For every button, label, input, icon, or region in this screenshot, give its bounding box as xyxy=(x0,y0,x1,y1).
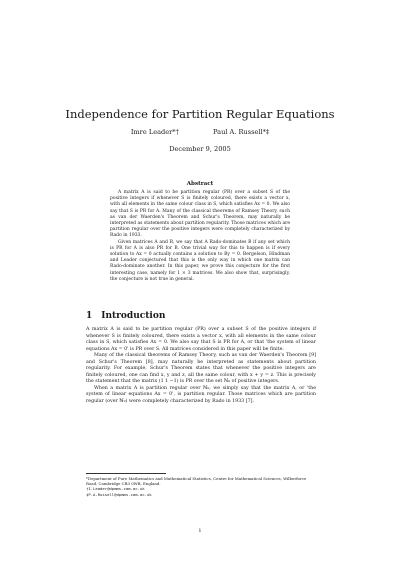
section-body xyxy=(86,327,316,405)
footnotes xyxy=(86,476,316,497)
footnote-affiliation: *Department of Pure Mathematics and Mathematical Statistics, Centre for Mathematical Sciences, Wilberforce Road, Cambridge CB3 0WB, England. xyxy=(86,476,307,487)
body-paragraph: A matrix A is said to be partition regular (PR) over a subset S of the positive integers if whenever S is finitely coloured, there exists a vector x, with all elements in the same colour class in S, which satisfies Ax = 0. We also say that S is PR for A, or that 'the system of linear equations Ax = 0' is PR over S. All matrices considered in this paper will be finite. xyxy=(86,327,316,352)
abstract xyxy=(110,190,290,283)
abstract-heading: Abstract xyxy=(186,181,214,187)
body-paragraph: When a matrix A is partition regular over ℕ₀, we simply say that the matrix A, or 'the system of linear equations Ax = 0', is partition regular. Those matrices which are partition regular (over ℕ₀) were completely characterized by Rado in 1933 [7]. xyxy=(86,385,316,404)
body-paragraph: Many of the classical theorems of Ramsey Theory, such as van der Waerden's Theorem [9] and Schur's Theorem [8], may naturally be interpreted as statements about partition regularity. For example, Schur's Theorem states that whenever the positive integers are finitely coloured, one can find x, y and z, all the same colour, with x + y = z. This is precisely the statement that the matrix (1 1 −1) is PR over the set ℕ₀ of positive integers. xyxy=(86,353,316,384)
abstract-paragraph: Given matrices A and B, we say that A Rado-dominates B if any set which is PR for A is also PR for B. One trivial way for this to happen is if every solution to Ax = 0 actually contains a solution to By = 0. Bergelson, Hindman and Leader conjectured that this is the only way in which one matrix can Rado-dominate another. In this paper, we prove this conjecture for the first interesting case, namely for 1 × 3 matrices. We also show that, surprisingly, the conjecture is not true in general. xyxy=(110,239,290,282)
section-number: 1 xyxy=(86,311,93,321)
author-name: Imre Leader*† xyxy=(130,128,179,136)
section-heading xyxy=(86,311,165,321)
footnote-email: †I.Leader@dpmms.cam.ac.uk xyxy=(86,486,145,492)
author-list xyxy=(0,128,400,136)
abstract-paragraph: A matrix A is said to be partition regular (PR) over a subset S of the positive integers if whenever S is finitely coloured, there exists a vector x, with all elements in the same colour class in S, which satisfies Ax = 0. We also say that S is PR for A. Many of the classical theorems of Ramsey Theory, such as van der Waerden's Theorem and Schur's Theorem, may naturally be interpreted as statements about partition regularity. Those matrices which are partition regular over the positive integers were completely characterized by Rado in 1933. xyxy=(110,190,290,239)
section-title: Introduction xyxy=(101,311,166,321)
page-number: 1 xyxy=(198,528,202,534)
footnote-email: ‡P.A.Russell@dpmms.cam.ac.uk xyxy=(86,491,152,497)
paper-date: December 9, 2005 xyxy=(169,145,231,153)
author-name: Paul A. Russell*‡ xyxy=(213,128,270,136)
footnote-rule xyxy=(86,473,166,474)
paper-title: Independence for Partition Regular Equations xyxy=(65,107,335,121)
